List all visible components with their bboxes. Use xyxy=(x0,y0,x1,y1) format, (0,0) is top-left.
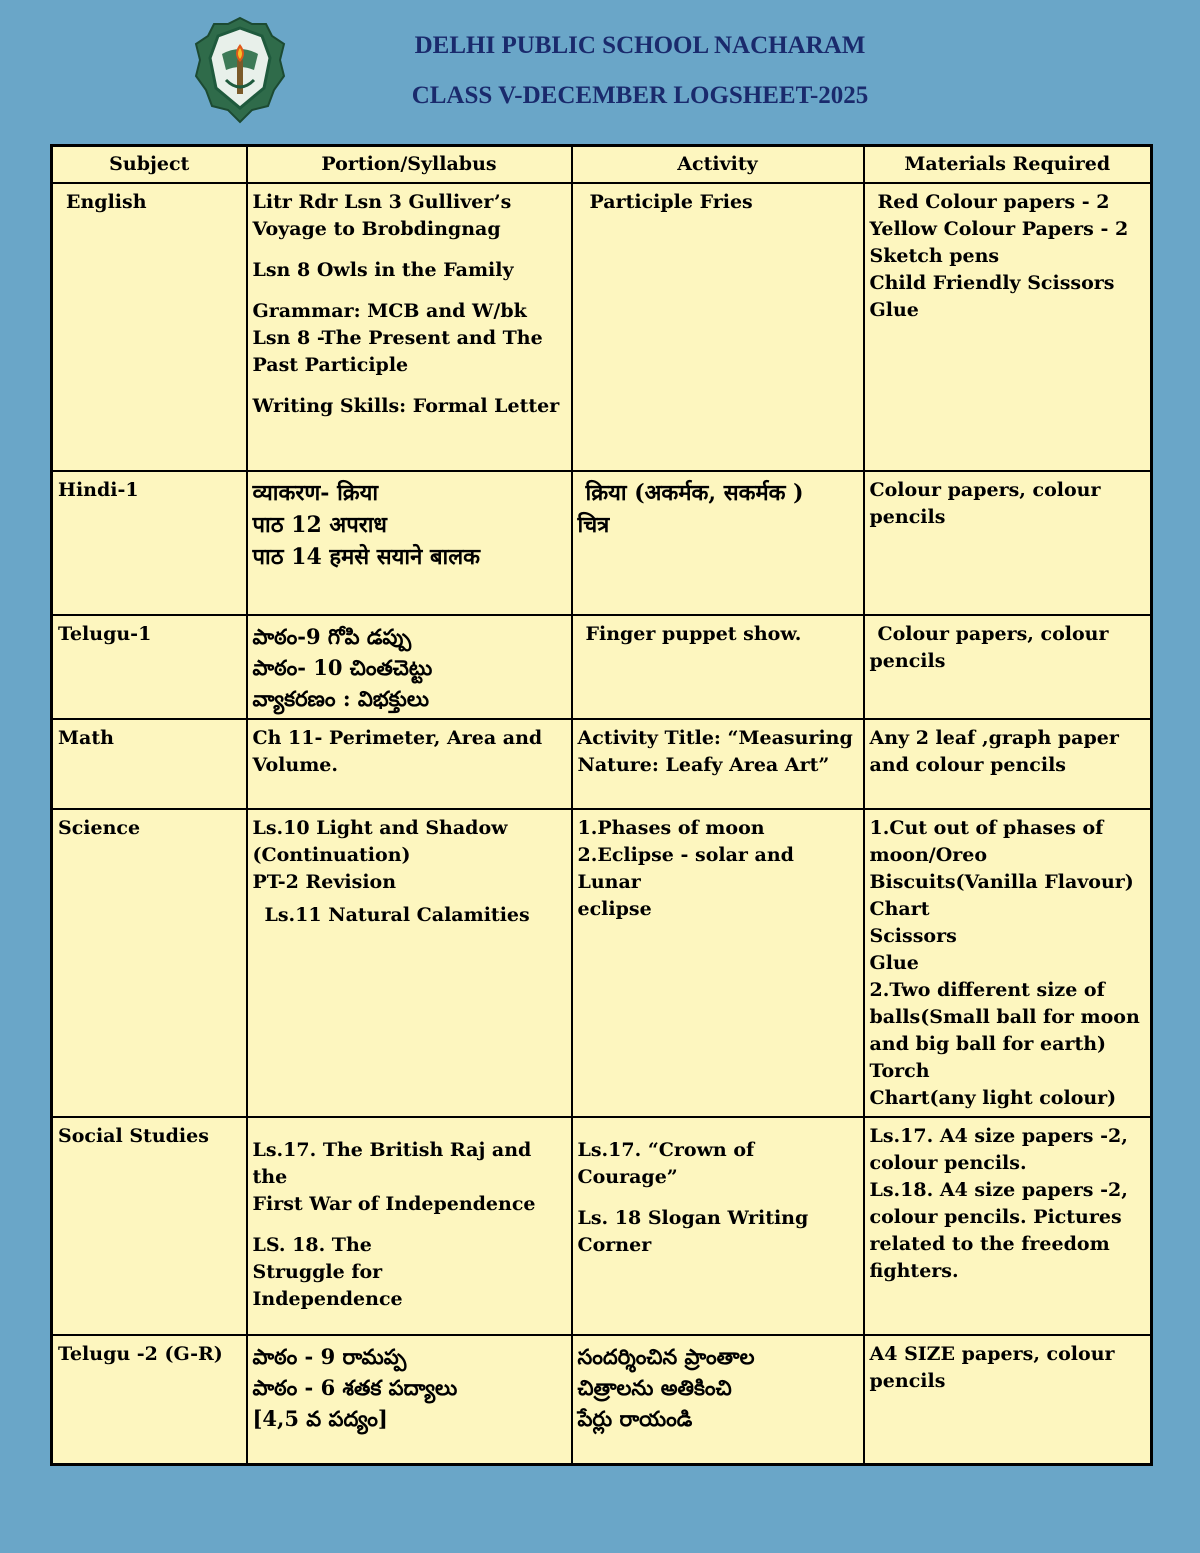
activity-cell xyxy=(572,183,864,471)
materials-line: moon/Oreo xyxy=(869,843,988,866)
activity-line: चित्र xyxy=(577,511,610,538)
materials-line: Scissors xyxy=(869,924,957,947)
materials-line: fighters. xyxy=(869,1259,959,1282)
subject-name: Science xyxy=(58,816,141,839)
materials-line: pencils xyxy=(869,505,946,528)
portion-line: Past Participle xyxy=(252,353,409,376)
table-row xyxy=(52,183,1152,471)
activity-cell xyxy=(572,471,864,615)
subject-cell xyxy=(52,1117,247,1335)
portion-line: Struggle for xyxy=(252,1260,383,1283)
portion-cell xyxy=(247,615,572,719)
materials-line: Biscuits(Vanilla Flavour) xyxy=(869,870,1134,893)
materials-line: Colour papers, colour xyxy=(869,478,1101,501)
activity-cell xyxy=(572,615,864,719)
subject-cell xyxy=(52,1335,247,1465)
subject-cell xyxy=(52,615,247,719)
portion-line: [4,5 వ పద్యం] xyxy=(252,1405,388,1431)
activity-line: Nature: Leafy Area Art” xyxy=(577,753,830,776)
activity-line: 2.Eclipse - solar and Lunar xyxy=(577,843,794,893)
materials-line: Glue xyxy=(869,951,919,974)
activity-line: పేర్లు రాయండి xyxy=(577,1405,693,1431)
portion-line: Voyage to Brobdingnag xyxy=(252,217,501,240)
subject-name: English xyxy=(66,190,147,213)
materials-cell xyxy=(864,183,1152,471)
subject-name: Telugu -2 (G-R) xyxy=(58,1342,223,1365)
activity-cell xyxy=(572,1117,864,1335)
subject-cell xyxy=(52,719,247,809)
header-portion: Portion/Syllabus xyxy=(247,146,572,183)
table-row xyxy=(52,809,1152,1117)
portion-line: Ls.11 Natural Calamities xyxy=(264,903,530,926)
activity-line: చిత్రాలను అతికించి xyxy=(577,1374,732,1400)
table-row xyxy=(52,1335,1152,1465)
table-header-row xyxy=(52,146,1152,183)
materials-cell xyxy=(864,719,1152,809)
materials-line: 2.Two different size of xyxy=(869,978,1105,1001)
materials-line: and colour pencils xyxy=(869,753,1066,776)
materials-line: colour pencils. xyxy=(869,1151,1027,1174)
portion-line: First War of Independence xyxy=(252,1192,536,1215)
portion-line: Ls.17. The British Raj and the xyxy=(252,1138,532,1188)
subject-name: Social Studies xyxy=(58,1124,209,1147)
materials-line: pencils xyxy=(869,649,946,672)
materials-cell xyxy=(864,1335,1152,1465)
materials-line: and big ball for earth) xyxy=(869,1032,1107,1055)
materials-line: Torch xyxy=(869,1059,930,1082)
portion-cell xyxy=(247,719,572,809)
header-subject: Subject xyxy=(52,146,247,183)
portion-line: PT-2 Revision xyxy=(252,870,397,893)
activity-line: क्रिया (अकर्मक, सकर्मक ) xyxy=(585,479,804,506)
activity-line: సందర్శించిన ప్రాంతాల xyxy=(577,1343,755,1369)
materials-line: related to the freedom xyxy=(869,1232,1110,1255)
table-row xyxy=(52,471,1152,615)
materials-line: Chart xyxy=(869,897,930,920)
activity-cell xyxy=(572,1335,864,1465)
portion-line: Ls.10 Light and Shadow xyxy=(252,816,508,839)
header-activity: Activity xyxy=(572,146,864,183)
materials-cell xyxy=(864,1117,1152,1335)
portion-line: Grammar: MCB and W/bk xyxy=(252,299,527,322)
portion-line: Independence xyxy=(252,1287,403,1310)
portion-line: Volume. xyxy=(252,753,339,776)
materials-cell xyxy=(864,809,1152,1117)
logsheet-table xyxy=(50,144,1153,1466)
materials-line: balls(Small ball for moon xyxy=(869,1005,1140,1028)
portion-line: पाठ 14 हमसे सयाने बालक xyxy=(252,543,481,570)
activity-line: Finger puppet show. xyxy=(585,622,802,645)
portion-line: व्याकरण- क्रिया xyxy=(252,479,379,506)
activity-cell xyxy=(572,719,864,809)
table-row xyxy=(52,1117,1152,1335)
subject-cell xyxy=(52,471,247,615)
subject-name: Hindi-1 xyxy=(58,478,139,501)
subject-name: Telugu-1 xyxy=(58,622,152,645)
school-name: DELHI PUBLIC SCHOOL NACHARAM xyxy=(414,32,866,59)
portion-line: Litr Rdr Lsn 3 Gulliver’s xyxy=(252,190,512,213)
materials-line: Chart(any light colour) xyxy=(869,1086,1117,1109)
materials-line: Colour papers, colour xyxy=(877,622,1109,645)
portion-cell xyxy=(247,1335,572,1465)
materials-line: Any 2 leaf ,graph paper xyxy=(869,726,1119,749)
portion-line: Ch 11- Perimeter, Area and xyxy=(252,726,543,749)
materials-line: Sketch pens xyxy=(869,244,1000,267)
activity-line: eclipse xyxy=(577,897,652,920)
portion-line: పాఠం-9 గోపి డప్పు xyxy=(252,623,412,649)
table-row xyxy=(52,615,1152,719)
materials-line: Ls.17. A4 size papers -2, xyxy=(869,1124,1128,1147)
portion-line: పాఠం - 6 శతక పద్యాలు xyxy=(252,1374,458,1400)
activity-line: Corner xyxy=(577,1233,652,1256)
materials-line: Glue xyxy=(869,298,919,321)
materials-line: A4 SIZE papers, colour xyxy=(869,1342,1115,1365)
subject-name: Math xyxy=(58,726,114,749)
materials-cell xyxy=(864,615,1152,719)
materials-line: 1.Cut out of phases of xyxy=(869,816,1104,839)
materials-cell xyxy=(864,471,1152,615)
activity-line: 1.Phases of moon xyxy=(577,816,765,839)
portion-line: (Continuation) xyxy=(252,843,411,866)
portion-line: Writing Skills: Formal Letter xyxy=(252,394,560,417)
activity-line: Ls.17. “Crown of Courage” xyxy=(577,1138,755,1188)
portion-cell xyxy=(247,183,572,471)
activity-line: Participle Fries xyxy=(589,190,753,213)
portion-cell xyxy=(247,809,572,1117)
activity-line: Activity Title: “Measuring xyxy=(577,726,853,749)
materials-line: Yellow Colour Papers - 2 xyxy=(869,217,1129,240)
portion-line: Lsn 8 Owls in the Family xyxy=(252,258,514,281)
portion-line: LS. 18. The xyxy=(252,1233,372,1256)
materials-line: Ls.18. A4 size papers -2, xyxy=(869,1178,1128,1201)
portion-line: పాఠం - 9 రామప్ప xyxy=(252,1343,407,1369)
portion-line: Lsn 8 -The Present and The xyxy=(252,326,543,349)
activity-line: Ls. 18 Slogan Writing xyxy=(577,1206,809,1229)
portion-line: పాఠం- 10 చింతచెట్టు xyxy=(252,654,433,680)
materials-line: Child Friendly Scissors xyxy=(869,271,1115,294)
materials-line: colour pencils. Pictures xyxy=(869,1205,1122,1228)
portion-line: पाठ 12 अपराध xyxy=(252,511,387,538)
header-materials: Materials Required xyxy=(864,146,1152,183)
materials-line: pencils xyxy=(869,1369,946,1392)
portion-cell xyxy=(247,471,572,615)
subject-cell xyxy=(52,809,247,1117)
portion-line: వ్యాకరణం : విభక్తులు xyxy=(252,685,429,711)
portion-cell xyxy=(247,1117,572,1335)
materials-line: Red Colour papers - 2 xyxy=(877,190,1110,213)
school-logo xyxy=(192,14,288,126)
table-row xyxy=(52,719,1152,809)
subject-cell xyxy=(52,183,247,471)
logsheet-title: CLASS V-DECEMBER LOGSHEET-2025 xyxy=(411,82,869,109)
activity-cell xyxy=(572,809,864,1117)
